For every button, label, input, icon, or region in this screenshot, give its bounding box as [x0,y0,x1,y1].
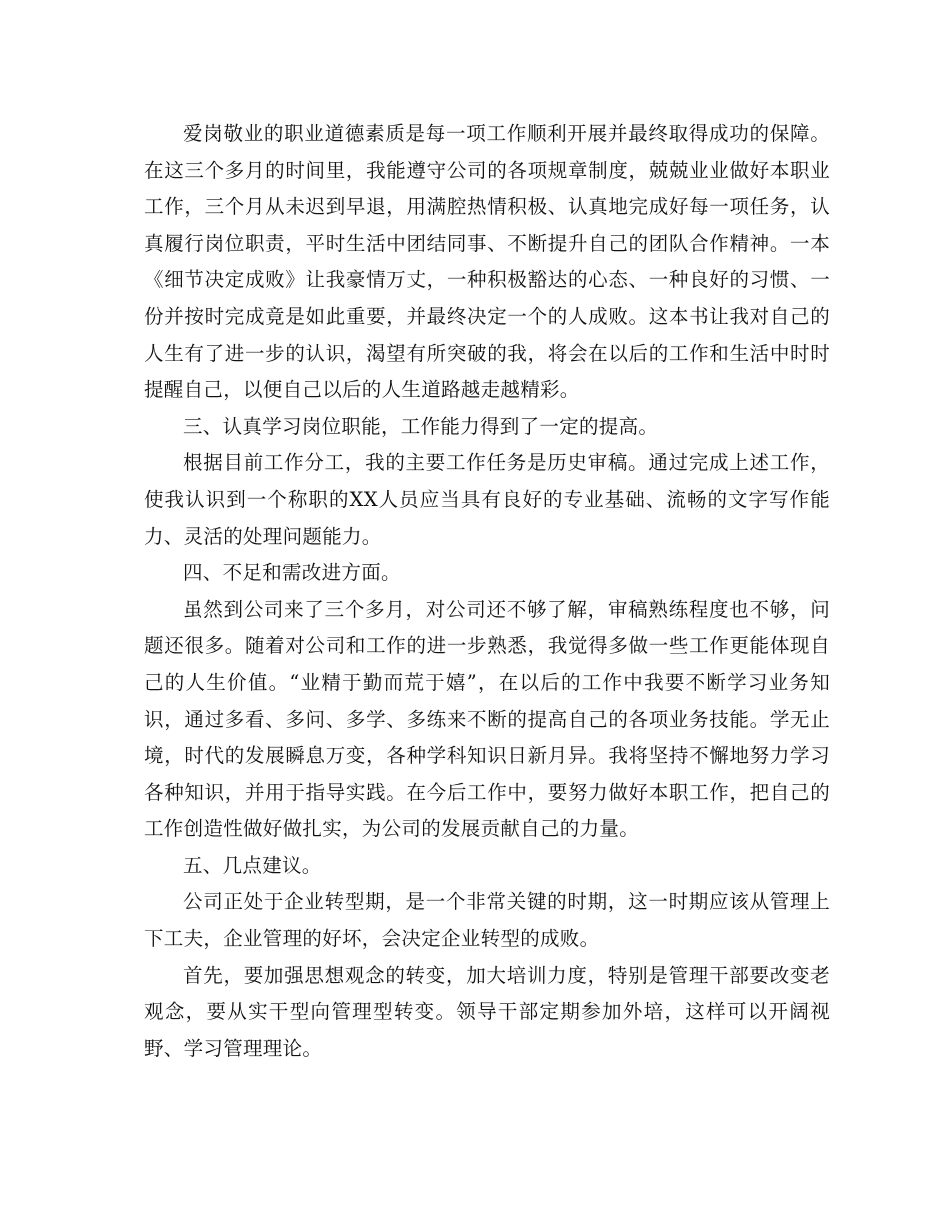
paragraph-job-duties: 根据目前工作分工，我的主要工作任务是历史审稿。通过完成上述工作，使我认识到一个称职的XX人员应当具有良好的专业基础、流畅的文字写作能力、灵活的处理问题能力。 [144,451,830,548]
paragraph-suggestions-intro: 公司正处于企业转型期，是一个非常关键的时期，这一时期应该从管理上下工夫，企业管理的好坏，会决定企业转型的成败。 [144,890,830,951]
paragraph-suggestion-first: 首先，要加强思想观念的转变，加大培训力度，特别是管理干部要改变老观念，要从实干型向管理型转变。领导干部定期参加外培，这样可以开阔视野、学习管理理论。 [144,963,830,1060]
heading-section-four: 四、不足和需改进方面。 [183,561,401,585]
heading-section-three: 三、认真学习岗位职能，工作能力得到了一定的提高。 [183,414,659,438]
heading-section-five: 五、几点建议。 [183,853,322,877]
paragraph-shortcomings: 虽然到公司来了三个多月，对公司还不够了解，审稿熟练程度也不够，问题还很多。随着对公司和工作的进一步熟悉，我觉得多做一些工作更能体现自己的人生价值。“业精于勤而荒于嬉”，在以后的工作中我要不断学习业务知识，通过多看、多问、多学、多练来不断的提高自己的各项业务技能。学无止境，时代的发展瞬息万变，各种学科知识日新月异。我将坚持不懈地努力学习各种知识，并用于指导实践。在今后工作中，要努力做好本职工作，把自己的工作创造性做好做扎实，为公司的发展贡献自己的力量。 [144,597,830,841]
paragraph-work-ethic: 爱岗敬业的职业道德素质是每一项工作顺利开展并最终取得成功的保障。在这三个多月的时间里，我能遵守公司的各项规章制度，兢兢业业做好本职业工作，三个月从未迟到早退，用满腔热情积极、认真地完成好每一项任务，认真履行岗位职责，平时生活中团结同事、不断提升自己的团队合作精神。一本《细节决定成败》让我豪情万丈，一种积极豁达的心态、一种良好的习惯、一份并按时完成竟是如此重要，并最终决定一个的人成败。这本书让我对自己的人生有了进一步的认识，渴望有所突破的我，将会在以后的工作和生活中时时提醒自己，以便自己以后的人生道路越走越精彩。 [144,122,830,402]
